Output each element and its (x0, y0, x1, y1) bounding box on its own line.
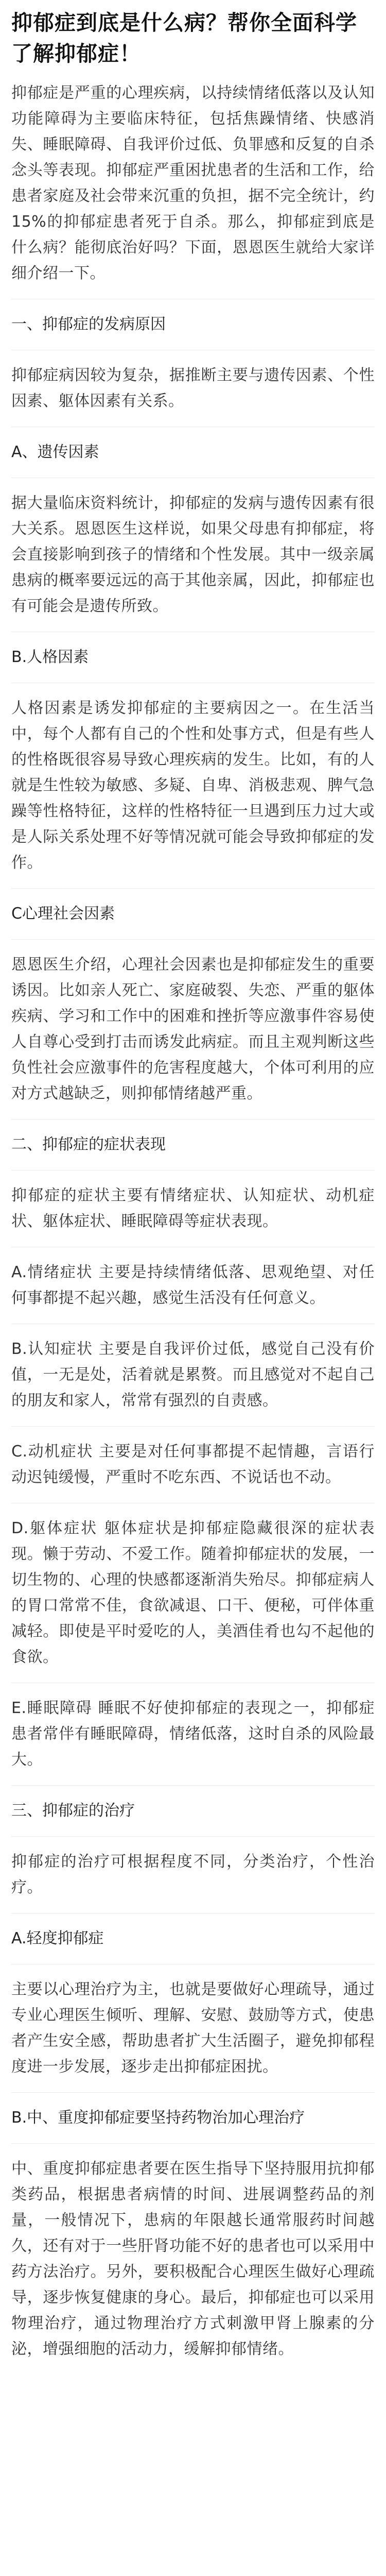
section-1a-text: 据大量临床资料统计，抑郁症的发病与遗传因素有很大关系。恩恩医生这样说，如果父母患有抑郁症，将会直接影响到孩子的情绪和个性发展。其中一级亲属患病的概率要远远的高于其他亲属，因此，抑郁症也有可能会是遗传所致。 (11, 494, 375, 615)
section-2a-text: A.情绪症状 主要是持续情绪低落、思观绝望、对任何事都提不起兴趣，感觉生活没有任何意义。 (11, 1263, 375, 1307)
section-1a-title: A、遗传因素 (11, 443, 99, 461)
section-3b-text: 中、重度抑郁症患者要在医生指导下坚持服用抗抑郁类药品，根据患者病情的时间、进展调整药品的剂量，一般情况下，患病的年限越长通常服药时间越久，还有对于一些肝肾功能不好的患者也可以采用中药方法治疗。另外，要积极配合心理医生做好心理疏导，逐步恢复健康的身心。最后，抑郁症也可以采用物理治疗，通过物理治疗方式刺激甲肾上腺素的分泌，增强细胞的活动力，缓解抑郁情绪。 (11, 2160, 375, 2358)
divider (11, 939, 375, 940)
divider (11, 1170, 375, 1171)
section-3a-text: 主要以心理治疗为主，也就是要做好心理疏导，通过专业心理医生倾听、理解、安慰、鼓励等方式，使患者产生安全感，帮助患者扩大生活圈子，避免抑郁程度进一步发展，逐步走出抑郁症困扰。 (11, 1980, 375, 2076)
intro-paragraph: 抑郁症是严重的心理疾病，以持续情绪低落以及认知功能障碍为主要临床特征，包括焦躁情绪、快感消失、睡眠障碍、自我评价过低、负罪感和反复的自杀念头等表现。抑郁症严重困扰患者的生活和工作，给患者家庭及社会带来沉重的负担，据不完全统计，约15%的抑郁症患者死于自杀。那么，抑郁症到底是什么病？能彻底治好吗？下面，恩恩医生就给大家详细介绍一下。 (11, 84, 375, 282)
divider (11, 2092, 375, 2093)
divider (11, 888, 375, 889)
section-2-title: 二、抑郁症的症状表现 (11, 1136, 166, 1154)
section-2-intro: 抑郁症的症状主要有情绪症状、认知症状、动机症状、躯体症状、睡眠障碍等症状表现。 (11, 1187, 375, 1230)
divider (11, 1785, 375, 1786)
divider (11, 1119, 375, 1120)
section-1c-text: 恩恩医生介绍，心理社会因素也是抑郁症发生的重要诱因。比如亲人死亡、家庭破裂、失恋、严重的躯体疾病、学习和工作中的困难和挫折等应激事件容易使人自尊心受到打击而诱发此病症。而且主观判断这些负性社会应激事件的危害程度越大，个体可利用的应对方式越缺乏，则抑郁情绪越严重。 (11, 956, 375, 1103)
section-2b-text: B.认知症状 主要是自我评价过低，感觉自己没有价值，一无是处，活着就是累赘。而且感觉对不起自己的朋友和家人，常常有强烈的自责感。 (11, 1340, 375, 1410)
section-2e-text: E.睡眠障碍 睡眠不好使抑郁症的表现之一，抑郁症患者常伴有睡眠障碍，情绪低落，这时自杀的风险最大。 (11, 1699, 375, 1769)
divider (11, 2143, 375, 2144)
section-3-intro: 抑郁症的治疗可根据程度不同，分类治疗，个性治疗。 (11, 1853, 375, 1896)
section-2d-text: D.躯体症状 躯体症状是抑郁症隐藏很深的症状表现。懒于劳动、不爱工作。随着抑郁症状的发展，一切生物的、心理的快感都逐渐消失殆尽。抑郁症病人的胃口常常不佳，食欲减退、口干、便秘，可伴体重减轻。即使是平时爱吃的人，美酒佳肴也勾不起他的食欲。 (11, 1519, 375, 1666)
section-1b-title: B.人格因素 (11, 648, 89, 666)
section-1b-text: 人格因素是诱发抑郁症的主要病因之一。在生活当中，每个人都有自己的个性和处事方式，但是有些人的性格既很容易导致心理疾病的发生。比如，有的人就是生性较为敏感、多疑、自卑、消极悲观、脾气急躁等性格特征，这样的性格特征一旦遇到压力过大或是人际关系处理不好等情况就可能会导致抑郁症的发作。 (11, 699, 375, 872)
section-1-title: 一、抑郁症的发病原因 (11, 315, 166, 333)
section-3b-title: B.中、重度抑郁症要坚持药物治加心理治疗 (11, 2109, 305, 2127)
divider (11, 1836, 375, 1837)
divider (11, 1426, 375, 1427)
section-3a-title: A.轻度抑郁症 (11, 1929, 104, 1947)
section-1c-title: C心理社会因素 (11, 905, 115, 923)
section-3-title: 三、抑郁症的治疗 (11, 1802, 135, 1820)
article-title: 抑郁症到底是什么病？帮你全面科学了解抑郁症！ (11, 10, 357, 66)
section-2c-text: C.动机症状 主要是对任何事都提不起情趣，言语行动迟钝缓慢，严重时不吃东西、不说话也不动。 (11, 1443, 375, 1486)
section-1-intro: 抑郁症病因较为复杂，据推断主要与遗传因素、个性因素、躯体因素有关系。 (11, 366, 375, 410)
